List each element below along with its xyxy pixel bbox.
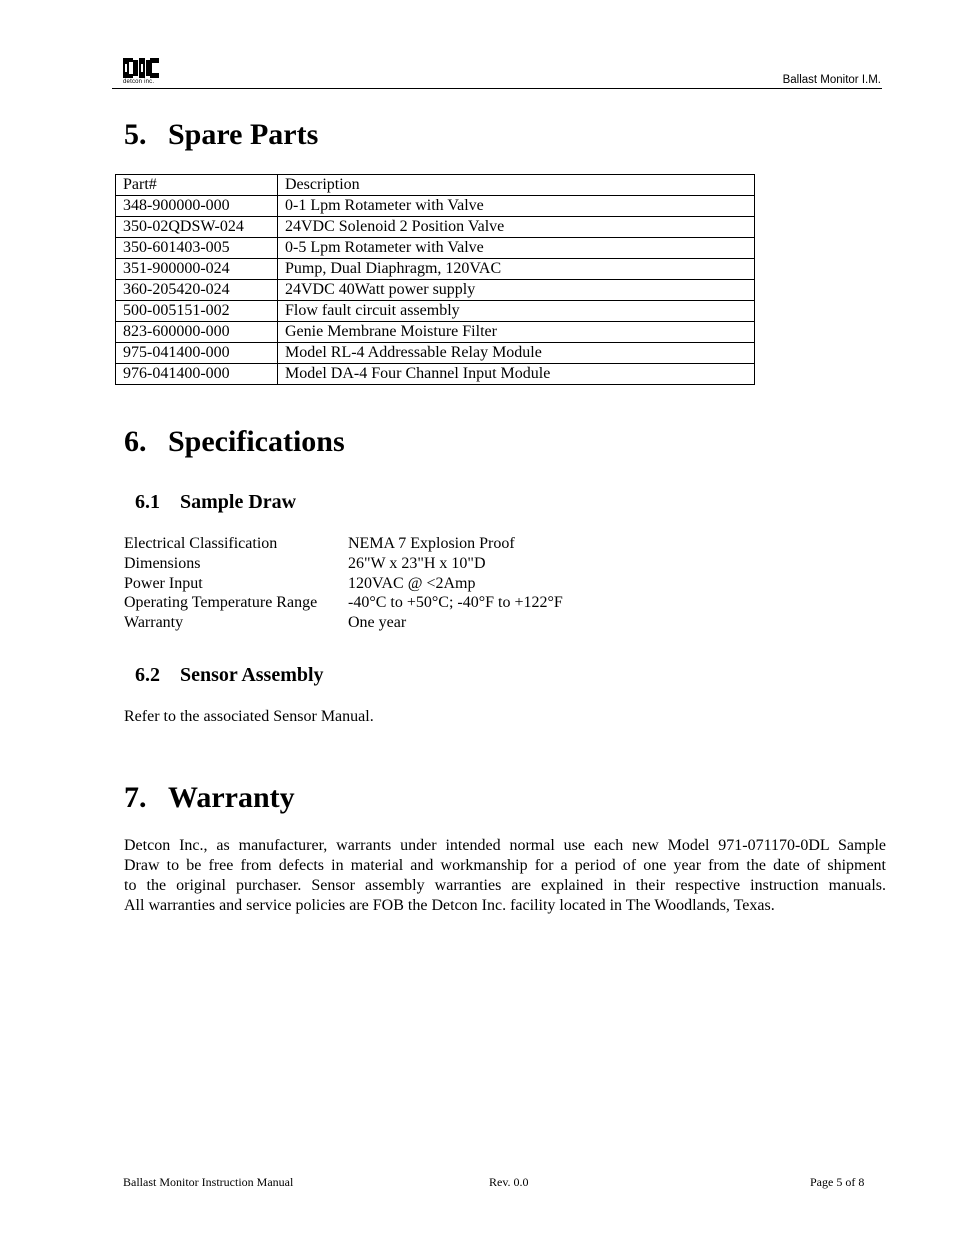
table-row [116,343,755,364]
table-row [116,280,755,301]
table-header-cell: Part# [116,175,278,196]
spec-row [124,574,563,594]
footer-page-number: Page 5 of 8 [810,1175,865,1189]
header-title: Ballast Monitor I.M. [782,74,881,86]
spec-row [124,613,563,633]
section-title: Warranty [168,781,295,814]
table-header-cell: Description [278,175,755,196]
section-heading-specifications [124,425,345,459]
footer-document-title: Ballast Monitor Instruction Manual [123,1175,294,1189]
section-heading-spare-parts [124,118,318,152]
paragraph-line: to the original purchaser. Sensor assembly warranties are explained in their respective instruction manuals. [124,877,886,894]
table-row [116,364,755,385]
spec-label: Warranty [124,614,184,632]
paragraph-line: Draw to be free from defects in material and workmanship for a period of one year from the date of shipment [124,857,886,874]
subsection-number: 6.2 [135,664,160,686]
description-cell: 24VDC Solenoid 2 Position Valve [278,217,755,238]
section-number: 7. [124,781,147,814]
section-title: Spare Parts [168,118,319,151]
section-title: Specifications [168,425,345,458]
sensor-assembly-text: Refer to the associated Sensor Manual. [124,708,374,725]
spec-value: 120VAC @ <2Amp [348,574,476,592]
description-cell: Model DA-4 Four Channel Input Module [278,364,755,385]
description-cell: 0-1 Lpm Rotameter with Valve [278,196,755,217]
part-number-cell: 975-041400-000 [116,343,278,364]
section-number: 5. [124,118,147,151]
subsection-title: Sensor Assembly [180,664,324,686]
section-heading-warranty [124,781,295,815]
part-number-cell: 350-02QDSW-024 [116,217,278,238]
section-number: 6. [124,425,147,458]
footer-revision: Rev. 0.0 [489,1175,529,1189]
logo-text: detcon inc. [123,79,155,85]
table-row [116,301,755,322]
subsection-heading-sample-draw [135,490,296,514]
description-cell: Flow fault circuit assembly [278,301,755,322]
part-number-cell: 351-900000-024 [116,259,278,280]
spec-label: Dimensions [124,554,201,572]
spec-label: Power Input [124,574,203,592]
spare-parts-table [115,174,755,385]
subsection-number: 6.1 [135,491,160,513]
part-number-cell: 360-205420-024 [116,280,278,301]
part-number-cell: 500-005151-002 [116,301,278,322]
paragraph-line: All warranties and service policies are FOB the Detcon Inc. facility located in The Woodlands, Texas. [124,897,775,914]
sample-draw-specs [124,534,563,633]
table-row [116,259,755,280]
spec-row [124,554,563,574]
spec-value: One year [348,614,407,632]
spec-value: -40°C to +50°C; -40°F to +122°F [348,594,563,612]
page-header [112,54,882,89]
spec-row [124,534,563,554]
spec-value: 26"W x 23"H x 10"D [348,554,486,572]
spec-row [124,593,563,613]
table-row [116,238,755,259]
part-number-cell: 976-041400-000 [116,364,278,385]
description-cell: 0-5 Lpm Rotameter with Valve [278,238,755,259]
description-cell: Model RL-4 Addressable Relay Module [278,343,755,364]
table-row [116,217,755,238]
spec-label: Operating Temperature Range [124,594,318,612]
spec-value: NEMA 7 Explosion Proof [348,535,515,552]
part-number-cell: 348-900000-000 [116,196,278,217]
description-cell: Pump, Dual Diaphragm, 120VAC [278,259,755,280]
part-number-cell: 823-600000-000 [116,322,278,343]
warranty-paragraph [124,836,886,916]
table-row [116,322,755,343]
subsection-heading-sensor-assembly [135,663,324,687]
description-cell: Genie Membrane Moisture Filter [278,322,755,343]
paragraph-line: Detcon Inc., as manufacturer, warrants under intended normal use each new Model 971-071170-0DL Sample [124,837,886,854]
table-header-row [116,175,755,196]
description-cell: 24VDC 40Watt power supply [278,280,755,301]
spec-label: Electrical Classification [124,535,278,552]
subsection-title: Sample Draw [180,491,297,513]
table-row [116,196,755,217]
part-number-cell: 350-601403-005 [116,238,278,259]
